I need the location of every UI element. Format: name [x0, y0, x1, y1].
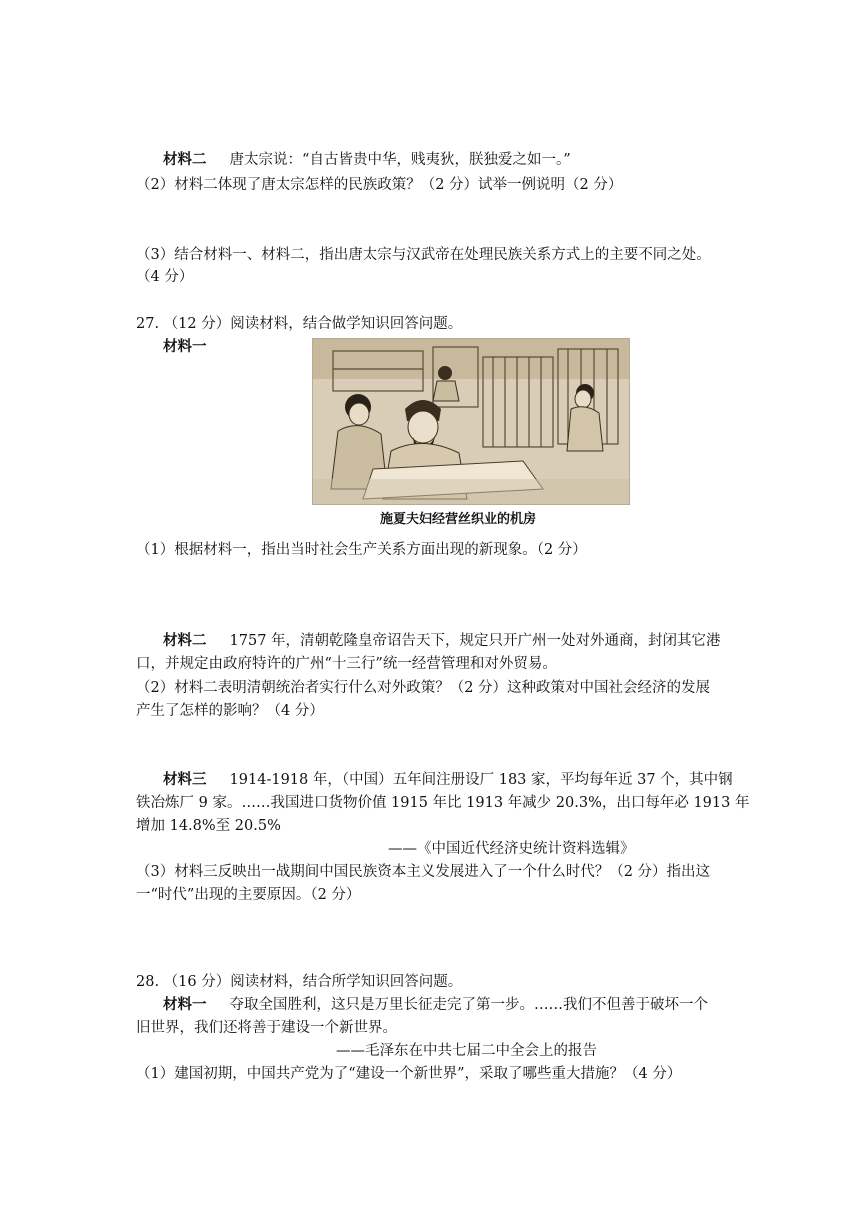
q27-material2-line2: 口，并规定由政府特许的广州“十三行”统一经营管理和对外贸易。: [136, 656, 557, 672]
material-text: 1757 年，清朝乾隆皇帝诏告天下，规定只开广州一处对外通商，封闭其它港: [229, 633, 721, 649]
q27-question1: （1）根据材料一，指出当时社会生产关系方面出现的新现象。（2 分）: [136, 542, 587, 558]
q27-material3-line2: 铁冶炼厂 9 家。……我国进口货物价值 1915 年比 1913 年减少 20.3%，出口每年必 1913 年: [136, 795, 750, 811]
material-label: 材料二: [163, 151, 207, 168]
material-label: 材料一: [163, 996, 207, 1013]
q27-material3-line1: [163, 770, 733, 790]
q27-material3-source: ——《中国近代经济史统计资料选辑》: [388, 841, 635, 857]
q27-material2-line1: [163, 631, 721, 651]
q26-question2: （2）材料二体现了唐太宗怎样的民族政策？（2 分）试举一例说明（2 分）: [136, 177, 623, 193]
q27-heading: 27. （12 分）阅读材料，结合做学知识回答问题。: [136, 316, 463, 332]
material-label: 材料二: [163, 632, 207, 649]
q27-question2-line2: 产生了怎样的影响？（4 分）: [136, 703, 324, 719]
material-label: 材料三: [163, 771, 207, 788]
material-text: 唐太宗说：“自古皆贵中华，贱夷狄，朕独爱之如一。”: [229, 152, 571, 168]
q28-material1-line2: 旧世界，我们还将善于建设一个新世界。: [136, 1020, 397, 1036]
q26-question3-line2: （4 分）: [136, 269, 194, 285]
q26-material2: [163, 150, 571, 170]
material-text: 1914-1918 年，（中国）五年间注册设厂 183 家，平均每年近 37 个，其中钢: [229, 772, 733, 788]
q28-question1: （1）建国初期，中国共产党为了“建设一个新世界”，采取了哪些重大措施？（4 分）: [136, 1066, 682, 1082]
q27-question3-line1: （3）材料三反映出一战期间中国民族资本主义发展进入了一个什么时代？（2 分）指出这: [136, 864, 711, 880]
q27-material1-label: 材料一: [163, 338, 207, 355]
q28-material1-line1: [163, 995, 708, 1015]
material-text: 夺取全国胜利，这只是万里长征走完了第一步。……我们不但善于破坏一个: [229, 997, 709, 1013]
q27-material3-line3: 增加 14.8%至 20.5%: [136, 818, 281, 834]
image-caption: 施夏夫妇经营丝织业的机房: [380, 512, 537, 527]
silk-workshop-illustration: [312, 338, 630, 505]
q28-material1-source: ——毛泽东在中共七届二中全会上的报告: [336, 1043, 597, 1059]
q28-heading: 28. （16 分）阅读材料，结合所学知识回答问题。: [136, 974, 463, 990]
q27-question2-line1: （2）材料二表明清朝统治者实行什么对外政策？（2 分）这种政策对中国社会经济的发展: [136, 680, 711, 696]
q27-question3-line2: 一“时代”出现的主要原因。（2 分）: [136, 887, 361, 903]
q26-question3-line1: （3）结合材料一、材料二，指出唐太宗与汉武帝在处理民族关系方式上的主要不同之处。: [136, 247, 711, 263]
